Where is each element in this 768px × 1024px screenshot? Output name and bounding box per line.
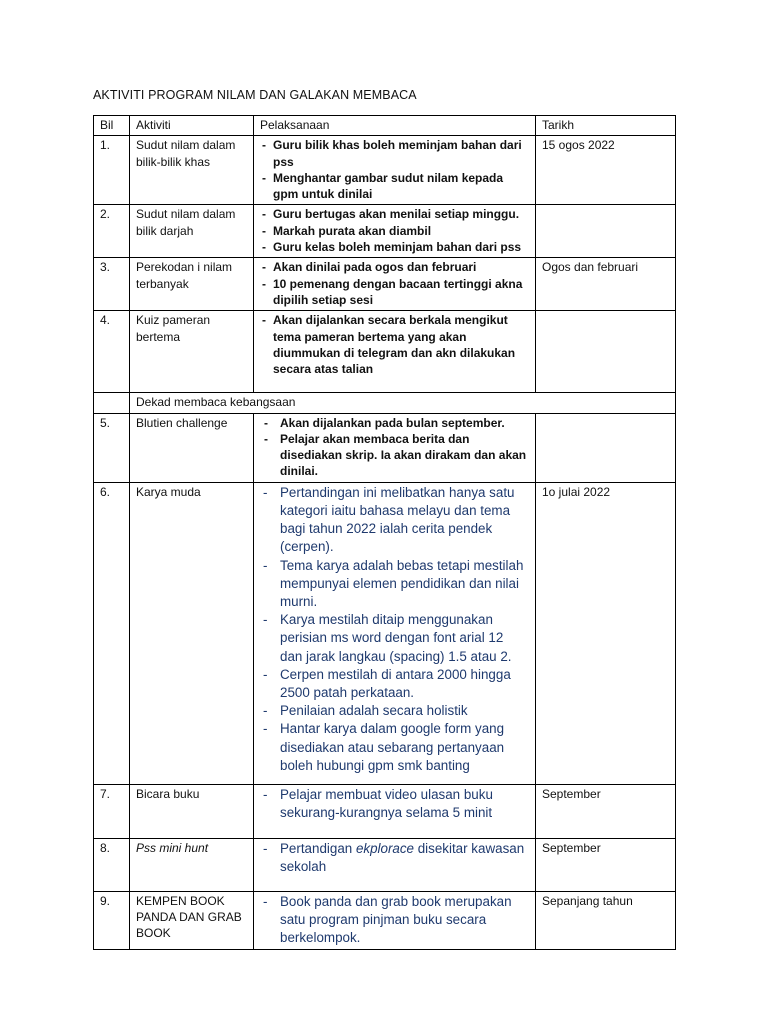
table-row	[94, 838, 676, 891]
table-row	[94, 413, 676, 482]
row-date: 15 ogos 2022	[536, 136, 676, 205]
list-item	[260, 840, 529, 876]
row-activity: Blutien challenge	[130, 413, 254, 482]
list-item: - Guru bertugas akan menilai setiap minggu.	[260, 206, 529, 222]
item-emphasis: ekplorace	[355, 840, 414, 856]
row-date: Sepanjang tahun	[536, 891, 676, 950]
header-aktiviti: Aktiviti	[130, 116, 254, 136]
section-title: Dekad membaca kebangsaan	[130, 393, 676, 413]
row-activity: Sudut nilam dalam bilik-bilik khas	[130, 136, 254, 205]
row-implementation	[254, 258, 536, 311]
row-number: 4.	[94, 311, 130, 393]
header-bil: Bil	[94, 116, 130, 136]
list-item: - Pelajar membuat video ulasan buku sekurang-kurangnya selama 5 minit	[260, 786, 529, 822]
list-item: - Markah purata akan diambil	[260, 223, 529, 239]
list-item: - Book panda dan grab book merupakan satu program pinjman buku secara berkelompok.	[260, 893, 529, 948]
row-date	[536, 413, 676, 482]
list-item: - Akan dijalankan secara berkala mengikut tema pameran bertema yang akan diummukan di telegram dan akn dilakukan secara atas talian	[260, 312, 529, 377]
list-item: - Tema karya adalah bebas tetapi mestilah mempunyai elemen pendidikan dan nilai murni.	[260, 557, 529, 612]
row-activity: Karya muda	[130, 482, 254, 784]
row-number: 1.	[94, 136, 130, 205]
section-number-cell	[94, 393, 130, 413]
table-header-row	[94, 116, 676, 136]
row-number: 5.	[94, 413, 130, 482]
table-row	[94, 482, 676, 784]
row-number: 7.	[94, 784, 130, 838]
row-implementation	[254, 311, 536, 393]
list-item: - Menghantar gambar sudut nilam kepada gpm untuk dinilai	[260, 170, 529, 203]
row-implementation	[254, 482, 536, 784]
row-date: 1o julai 2022	[536, 482, 676, 784]
table-row	[94, 891, 676, 950]
row-number: 8.	[94, 838, 130, 891]
row-date: September	[536, 784, 676, 838]
table-row	[94, 784, 676, 838]
row-number: 2.	[94, 205, 130, 258]
header-tarikh: Tarikh	[536, 116, 676, 136]
list-item: - 10 pemenang dengan bacaan tertinggi akna dipilih setiap sesi	[260, 276, 529, 309]
list-item: - Pelajar akan membaca berita dan disediakan skrip. Ia akan dirakam dan akan dinilai.	[260, 431, 529, 480]
row-activity: KEMPEN BOOK PANDA DAN GRAB BOOK	[130, 891, 254, 950]
row-implementation	[254, 838, 536, 891]
row-implementation	[254, 413, 536, 482]
row-implementation	[254, 891, 536, 950]
row-number: 9.	[94, 891, 130, 950]
row-activity: Pss mini hunt	[130, 838, 254, 891]
row-activity: Kuiz pameran bertema	[130, 311, 254, 393]
section-row	[94, 393, 676, 413]
header-pelaksanaan: Pelaksanaan	[254, 116, 536, 136]
item-text: Pertandigan	[280, 840, 356, 856]
table-row	[94, 258, 676, 311]
list-item: - Akan dinilai pada ogos dan februari	[260, 259, 529, 275]
row-date	[536, 205, 676, 258]
list-item: - Pertandingan ini melibatkan hanya satu kategori iaitu bahasa melayu dan tema bagi tahun 2022 ialah cerita pendek (cerpen).	[260, 484, 529, 557]
table-row	[94, 136, 676, 205]
activity-table	[93, 115, 676, 950]
list-item: - Cerpen mestilah di antara 2000 hingga 2500 patah perkataan.	[260, 666, 529, 702]
list-item: - Guru kelas boleh meminjam bahan dari pss	[260, 239, 529, 255]
table-row	[94, 205, 676, 258]
list-item: - Karya mestilah ditaip menggunakan perisian ms word dengan font arial 12 dan jarak langkau (spacing) 1.5 atau 2.	[260, 611, 529, 666]
list-item: - Penilaian adalah secara holistik	[260, 702, 529, 720]
row-activity: Bicara buku	[130, 784, 254, 838]
row-activity: Sudut nilam dalam bilik darjah	[130, 205, 254, 258]
row-implementation	[254, 205, 536, 258]
table-row	[94, 311, 676, 393]
item-text: disekitar kawasan sekolah	[280, 840, 525, 874]
row-implementation	[254, 136, 536, 205]
row-date: September	[536, 838, 676, 891]
row-implementation	[254, 784, 536, 838]
list-item: - Hantar karya dalam google form yang disediakan atau sebarang pertanyaan boleh hubungi gpm smk banting	[260, 720, 529, 775]
list-item: - Akan dijalankan pada bulan september.	[260, 415, 529, 431]
document-title: AKTIVITI PROGRAM NILAM DAN GALAKAN MEMBACA	[93, 88, 417, 102]
row-number: 3.	[94, 258, 130, 311]
row-date	[536, 311, 676, 393]
list-item: - Guru bilik khas boleh meminjam bahan dari pss	[260, 137, 529, 170]
row-date: Ogos dan februari	[536, 258, 676, 311]
row-number: 6.	[94, 482, 130, 784]
row-activity: Perekodan i nilam terbanyak	[130, 258, 254, 311]
